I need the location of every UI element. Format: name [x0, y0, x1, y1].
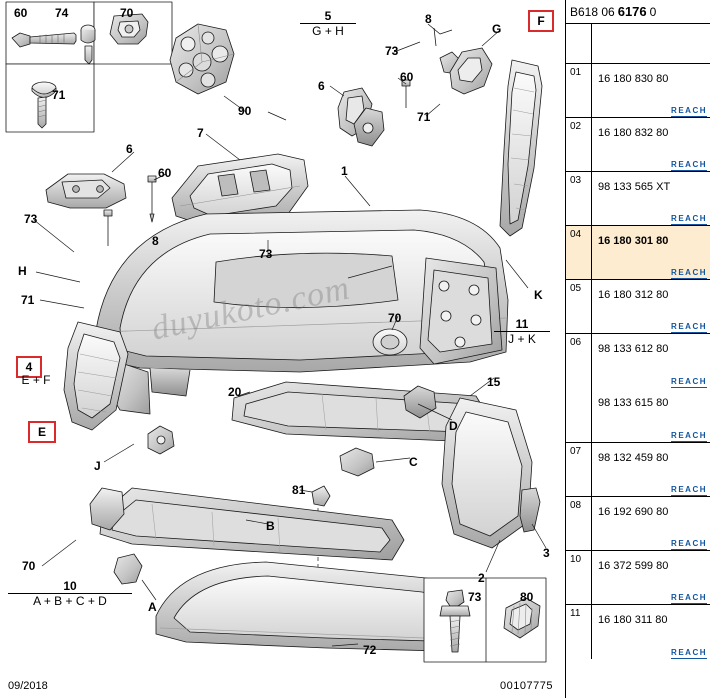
row-index-blank	[566, 24, 592, 63]
row-index: 04	[566, 226, 592, 279]
part-number: 16 180 830 80	[598, 73, 669, 85]
reach-badge: REACH	[671, 485, 707, 494]
callout-71-b: 71	[417, 110, 431, 124]
reach-badge: REACH	[671, 322, 707, 331]
row-body-blank	[592, 24, 710, 63]
parts-rows	[566, 24, 710, 659]
reach-badge: REACH	[671, 268, 707, 277]
doc-suffix: 0	[649, 4, 657, 19]
table-row[interactable]	[566, 551, 710, 605]
part-number: 16 180 301 80	[598, 235, 669, 247]
callout-60-a: 60	[14, 6, 28, 20]
part-number: 16 180 312 80	[598, 289, 669, 301]
row-body	[592, 280, 710, 333]
reach-badge: REACH	[671, 160, 707, 169]
callout-73-a: 73	[385, 44, 399, 58]
row-body	[592, 172, 710, 225]
part-number: 98 133 565 XT	[598, 181, 671, 193]
table-row[interactable]	[566, 443, 710, 497]
document-header	[566, 0, 710, 24]
group-11	[494, 318, 550, 345]
callout-8-a: 8	[425, 12, 432, 26]
reach-badge: REACH	[671, 539, 707, 548]
reach-badge: REACH	[671, 377, 707, 386]
table-row[interactable]	[566, 172, 710, 226]
callout-74: 74	[55, 6, 69, 20]
row-index: 07	[566, 443, 592, 496]
row-body	[592, 226, 710, 279]
parts-table-panel	[566, 0, 710, 698]
group-4-formula: E + F	[21, 373, 51, 387]
group-5-number: 5	[324, 9, 332, 23]
callout-71-c: 71	[21, 293, 35, 307]
row-body	[592, 443, 710, 496]
table-row[interactable]	[566, 118, 710, 172]
row-body	[592, 64, 710, 117]
row-body	[592, 118, 710, 171]
callout-20: 20	[228, 385, 242, 399]
row-index: 06	[566, 334, 592, 442]
callout-6-a: 6	[318, 79, 325, 93]
callout-7: 7	[197, 126, 204, 140]
callout-71: 71	[52, 88, 66, 102]
table-row[interactable]	[566, 497, 710, 551]
callout-60-c: 60	[158, 166, 172, 180]
reach-badge: REACH	[671, 214, 707, 223]
row-index: 10	[566, 551, 592, 604]
part-number: 16 180 832 80	[598, 127, 669, 139]
callout-J: J	[94, 459, 101, 473]
row-index: 02	[566, 118, 592, 171]
doc-code: 6176	[617, 4, 647, 19]
diagram-number: 00107775	[500, 680, 553, 692]
table-row-selected[interactable]	[566, 226, 710, 280]
group-10-number: 10	[63, 579, 77, 593]
row-body	[592, 334, 710, 442]
callout-D: D	[449, 419, 458, 433]
group-4	[8, 374, 64, 386]
part-entry	[592, 334, 710, 388]
part-number: 98 132 459 80	[598, 452, 669, 464]
row-index: 05	[566, 280, 592, 333]
callout-B: B	[266, 519, 275, 533]
table-row-blank	[566, 24, 710, 64]
part-number: 16 180 311 80	[598, 614, 668, 626]
callout-1: 1	[341, 164, 348, 178]
row-index: 08	[566, 497, 592, 550]
group-11-formula: J + K	[508, 332, 536, 346]
reach-badge: REACH	[671, 593, 707, 602]
callout-K: K	[534, 288, 543, 302]
part-number: 16 372 599 80	[598, 560, 669, 572]
part-number: 98 133 615 80	[598, 397, 669, 409]
boxed-ref-E[interactable]: E	[28, 421, 56, 443]
callout-70-a: 70	[120, 6, 134, 20]
callout-73-c: 73	[259, 247, 273, 261]
row-body	[592, 497, 710, 550]
table-row[interactable]	[566, 64, 710, 118]
reach-badge: REACH	[671, 648, 707, 657]
doc-prefix: B618 06	[570, 4, 615, 19]
callout-80: 80	[520, 590, 534, 604]
row-body	[592, 551, 710, 604]
callout-2: 2	[478, 571, 485, 585]
callout-81: 81	[292, 483, 306, 497]
callout-8-b: 8	[152, 234, 159, 248]
group-11-number: 11	[515, 317, 529, 331]
callout-73-d: 73	[468, 590, 482, 604]
callout-73-b: 73	[24, 212, 38, 226]
watermark: duyukoto.com	[148, 269, 354, 348]
callout-70-b: 70	[388, 311, 402, 325]
boxed-ref-F[interactable]: F	[528, 10, 554, 32]
table-row[interactable]	[566, 334, 710, 443]
part-number: 98 133 612 80	[598, 343, 669, 355]
part-entry	[592, 388, 710, 442]
callout-15: 15	[487, 375, 501, 389]
row-index: 11	[566, 605, 592, 659]
group-5	[300, 10, 356, 37]
callout-3: 3	[543, 546, 550, 560]
callout-90: 90	[238, 104, 252, 118]
callout-60-b: 60	[400, 70, 414, 84]
boxed-ref-4[interactable]: 4	[16, 356, 42, 378]
callout-A: A	[148, 600, 157, 614]
reach-badge: REACH	[671, 106, 707, 115]
reach-badge: REACH	[671, 431, 707, 440]
row-index: 01	[566, 64, 592, 117]
group-10-formula: A + B + C + D	[33, 594, 107, 608]
row-body	[592, 605, 710, 659]
row-index: 03	[566, 172, 592, 225]
callout-H: H	[18, 264, 27, 278]
table-row[interactable]	[566, 605, 710, 659]
diagram-date: 09/2018	[8, 680, 48, 692]
callout-G: G	[492, 22, 502, 36]
group-5-formula: G + H	[312, 24, 344, 38]
table-row[interactable]	[566, 280, 710, 334]
group-10	[8, 580, 132, 607]
callout-70-c: 70	[22, 559, 36, 573]
part-number: 16 192 690 80	[598, 506, 669, 518]
callout-C: C	[409, 455, 418, 469]
callout-72: 72	[363, 643, 377, 657]
callout-6-b: 6	[126, 142, 133, 156]
